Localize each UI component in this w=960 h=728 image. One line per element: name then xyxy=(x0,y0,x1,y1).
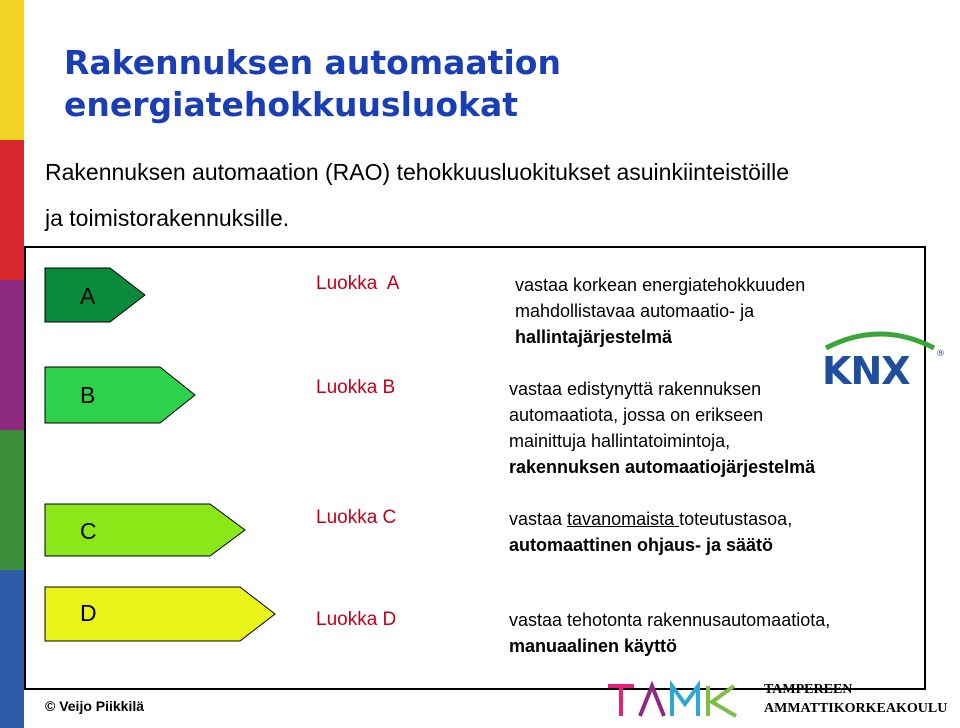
class-letter-b: B xyxy=(80,382,96,408)
desc-a-line-3: hallintajärjestelmä xyxy=(515,327,673,347)
title-line-2: energiatehokkuusluokat xyxy=(64,85,519,124)
class-desc-a xyxy=(515,272,805,350)
desc-c-underlined: tavanomaista xyxy=(567,509,680,529)
title-line-1: Rakennuksen automaation xyxy=(64,43,561,82)
knx-text: KNX xyxy=(822,349,910,388)
class-letter-c: C xyxy=(80,518,97,544)
desc-c-prefix: vastaa xyxy=(509,509,568,529)
copyright-notice: © Veijo Piikkilä xyxy=(45,698,145,714)
desc-c-line-1 xyxy=(509,506,792,532)
desc-c-line-2: automaattinen ohjaus- ja säätö xyxy=(509,535,774,555)
class-name-d: Luokka D xyxy=(316,609,397,630)
arrow-class-b xyxy=(45,367,195,423)
tamk-letter-k xyxy=(708,686,736,716)
tamk-logo-text: TAMK xyxy=(606,680,609,681)
subtitle-line-2: ja toimistorakennuksille. xyxy=(45,205,290,231)
desc-b-line-2: automaatiota, jossa on erikseen xyxy=(509,405,764,425)
desc-a-line-2: mahdollistavaa automaatio- ja xyxy=(515,301,755,321)
knx-arc xyxy=(826,334,934,348)
desc-d-line-2: manuaalinen käyttö xyxy=(509,636,678,656)
knx-logo xyxy=(818,326,946,388)
institution-line-1: TAMPEREEN xyxy=(764,682,853,697)
tamk-letter-a xyxy=(640,686,664,716)
desc-c-suffix: toteutustasoa, xyxy=(679,509,793,529)
institution-line-2: AMMATTIKORKEAKOULU xyxy=(764,701,948,716)
desc-b-line-1: vastaa edistynyttä rakennuksen xyxy=(509,379,762,399)
knx-registered-mark: ® xyxy=(936,349,945,359)
arrow-class-c xyxy=(45,504,245,556)
desc-b-line-3: mainittuja hallintatoimintoja, xyxy=(509,431,731,451)
tamk-letter-t xyxy=(608,686,634,716)
class-letter-d: D xyxy=(80,600,97,626)
subtitle-line-1: Rakennuksen automaation (RAO) tehokkuusluokitukset asuinkiinteistöille xyxy=(45,159,790,185)
tamk-logo xyxy=(606,680,754,720)
class-desc-c xyxy=(509,506,792,558)
class-desc-b xyxy=(509,376,815,480)
class-desc-d xyxy=(509,607,830,659)
desc-d-line-1: vastaa tehotonta rakennusautomaatiota, xyxy=(509,610,831,630)
institution-name xyxy=(764,680,947,718)
class-name-a: Luokka A xyxy=(316,273,400,294)
desc-a-line-1: vastaa korkean energiatehokkuuden xyxy=(515,275,806,295)
class-name-c: Luokka C xyxy=(316,507,397,528)
class-name-b: Luokka B xyxy=(316,377,396,398)
tamk-letter-m xyxy=(672,686,698,716)
desc-b-line-4: rakennuksen automaatiojärjestelmä xyxy=(509,457,816,477)
class-letter-a: A xyxy=(80,283,96,309)
